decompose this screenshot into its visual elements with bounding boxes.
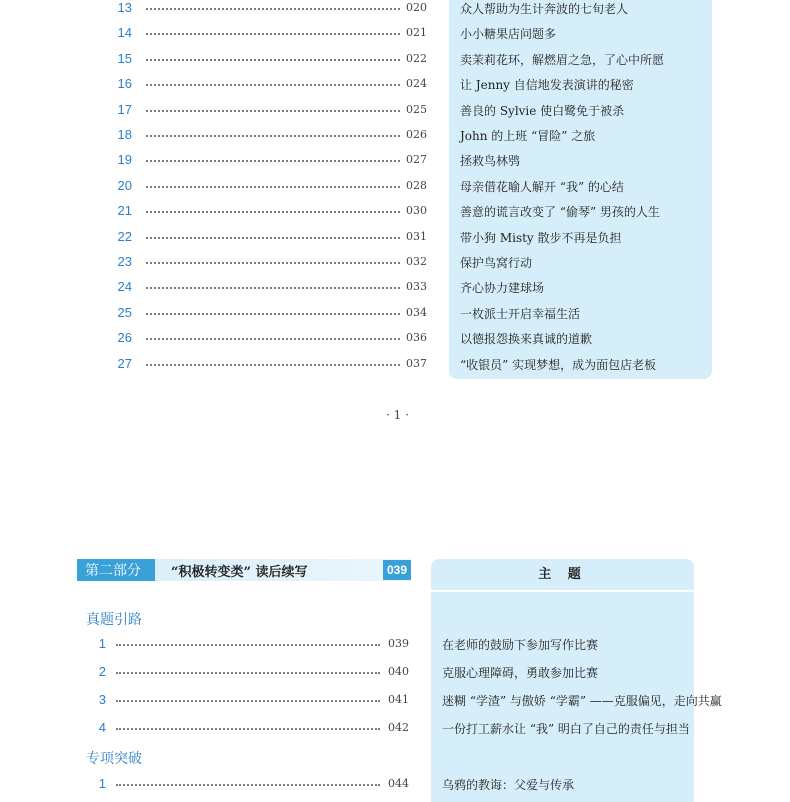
toc-theme-title: 以德报怨换来真诚的道歉 — [460, 332, 593, 347]
leader-dots — [146, 186, 400, 188]
leader-dots — [146, 338, 400, 340]
toc-number: 4 — [98, 720, 106, 735]
toc-row[interactable] — [0, 127, 790, 147]
toc-theme-title: 小小糖果店问题多 — [460, 27, 557, 42]
toc-theme-title: 一枚派士开启幸福生活 — [460, 306, 581, 321]
leader-dots — [146, 135, 400, 137]
leader-dots — [146, 110, 400, 112]
toc-theme-title: 母亲借花喻人解开 “我” 的心结 — [460, 179, 624, 194]
toc-number: 20 — [117, 177, 132, 193]
part-page-number: 039 — [383, 560, 411, 580]
toc-row[interactable] — [0, 330, 790, 350]
toc-number: 2 — [98, 664, 106, 679]
toc-page-number: 034 — [406, 305, 427, 319]
toc-number: 1 — [98, 776, 106, 791]
toc-theme-title: 在老师的鼓励下参加写作比赛 — [442, 638, 599, 652]
toc-page-number: 037 — [406, 356, 427, 370]
toc-page-number: 022 — [406, 51, 427, 65]
toc-row[interactable] — [0, 692, 790, 712]
theme-header: 主 题 — [431, 559, 694, 592]
toc-theme-title: 让 Jenny 自信地发表演讲的秘密 — [460, 78, 634, 93]
toc-theme-title: “收银员” 实现梦想，成为面包店老板 — [460, 357, 657, 372]
toc-page-number: 021 — [406, 26, 427, 40]
leader-dots — [116, 784, 380, 786]
leader-dots — [146, 364, 400, 366]
toc-number: 23 — [117, 254, 132, 269]
toc-number: 22 — [117, 228, 132, 244]
toc-row[interactable] — [0, 305, 790, 325]
toc-number: 16 — [117, 76, 132, 92]
toc-theme-title: 一份打工薪水让 “我” 明白了自己的责任与担当 — [442, 722, 690, 736]
toc-number: 25 — [117, 304, 132, 320]
toc-row[interactable] — [0, 636, 790, 656]
toc-row[interactable] — [0, 279, 790, 299]
toc-theme-title: 善良的 Sylvie 使白鹭免于被杀 — [460, 103, 625, 118]
toc-theme-title: 卖茉莉花环，解燃眉之急，了心中所愿 — [460, 52, 665, 67]
leader-dots — [116, 700, 380, 702]
section-label-zhuanxiang: 专项突破 — [86, 750, 142, 766]
leader-dots — [146, 59, 400, 61]
toc-theme-title: 带小狗 Misty 散步不再是负担 — [460, 230, 622, 245]
toc-row[interactable] — [0, 76, 790, 96]
toc-number: 19 — [117, 152, 132, 168]
toc-theme-title: 齐心协力建球场 — [460, 281, 545, 296]
leader-dots — [146, 262, 400, 264]
leader-dots — [146, 237, 400, 239]
toc-number: 17 — [117, 101, 132, 117]
toc-row[interactable] — [0, 664, 790, 684]
leader-dots — [146, 33, 400, 35]
toc-theme-title: 乌鸦的教诲：父爱与传承 — [442, 778, 575, 792]
toc-number: 1 — [98, 636, 106, 651]
toc-number: 24 — [117, 279, 132, 295]
leader-dots — [146, 313, 400, 315]
toc-page-number: 027 — [406, 153, 427, 167]
part-header — [77, 559, 411, 581]
toc-number: 26 — [117, 330, 132, 346]
page-number: · 1 · — [386, 408, 409, 422]
toc-page-number: 028 — [406, 178, 427, 192]
toc-page-number: 020 — [406, 1, 427, 14]
toc-number: 27 — [117, 355, 132, 371]
toc-page-number: 031 — [406, 229, 427, 243]
toc-row[interactable] — [0, 178, 790, 198]
toc-row[interactable] — [0, 229, 790, 249]
part-tag: 第二部分 — [77, 559, 155, 581]
toc-page-number: 024 — [406, 77, 427, 91]
part-tag-arrow — [143, 559, 155, 581]
toc-page-number: 033 — [406, 280, 427, 294]
leader-dots — [116, 728, 380, 730]
toc-page-number: 044 — [388, 777, 409, 790]
toc-row[interactable] — [0, 720, 790, 740]
leader-dots — [116, 644, 380, 646]
toc-row[interactable] — [0, 25, 790, 45]
toc-row[interactable] — [0, 356, 790, 376]
section-label-zhenti: 真题引路 — [86, 611, 142, 627]
leader-dots — [146, 8, 400, 10]
toc-theme-title: 善意的谎言改变了 “偷琴” 男孩的人生 — [460, 205, 660, 220]
toc-number: 13 — [117, 0, 132, 15]
toc-page-number: 032 — [406, 255, 427, 268]
toc-number: 14 — [117, 25, 132, 41]
leader-dots — [116, 672, 380, 674]
toc-row[interactable] — [0, 102, 790, 122]
part-title: “积极转变类” 读后续写 — [171, 565, 308, 580]
toc-theme-title: 众人帮助为生计奔波的七旬老人 — [460, 2, 629, 16]
toc-page-number: 036 — [406, 331, 427, 345]
toc-theme-title: 保护鸟窝行动 — [460, 256, 533, 270]
toc-theme-title: John 的上班 “冒险” 之旅 — [460, 129, 596, 143]
toc-page-number: 042 — [388, 721, 409, 734]
toc-row[interactable] — [0, 254, 790, 274]
toc-theme-title: 克服心理障碍，勇敢参加比赛 — [442, 666, 599, 680]
toc-number: 15 — [117, 50, 132, 66]
leader-dots — [146, 287, 400, 289]
leader-dots — [146, 211, 400, 213]
toc-row[interactable] — [0, 152, 790, 172]
toc-page-number: 025 — [406, 102, 427, 116]
toc-row[interactable] — [0, 0, 790, 20]
toc-number: 21 — [117, 203, 132, 219]
toc-row[interactable] — [0, 51, 790, 71]
toc-page-number: 030 — [406, 204, 427, 218]
toc-number: 18 — [117, 127, 132, 142]
toc-page-number: 041 — [388, 693, 409, 706]
toc-page-number: 040 — [388, 665, 409, 678]
toc-number: 3 — [98, 692, 106, 707]
toc-theme-title: 拯救鸟林鸮 — [460, 154, 521, 169]
toc-page-number: 039 — [388, 637, 409, 650]
toc-row[interactable] — [0, 776, 790, 796]
toc-theme-title: 迷糊 “学渣” 与傲娇 “学霸” ——克服偏见，走向共赢 — [442, 694, 722, 708]
toc-row[interactable] — [0, 203, 790, 223]
leader-dots — [146, 84, 400, 86]
leader-dots — [146, 160, 400, 162]
toc-page-number: 026 — [406, 128, 427, 141]
